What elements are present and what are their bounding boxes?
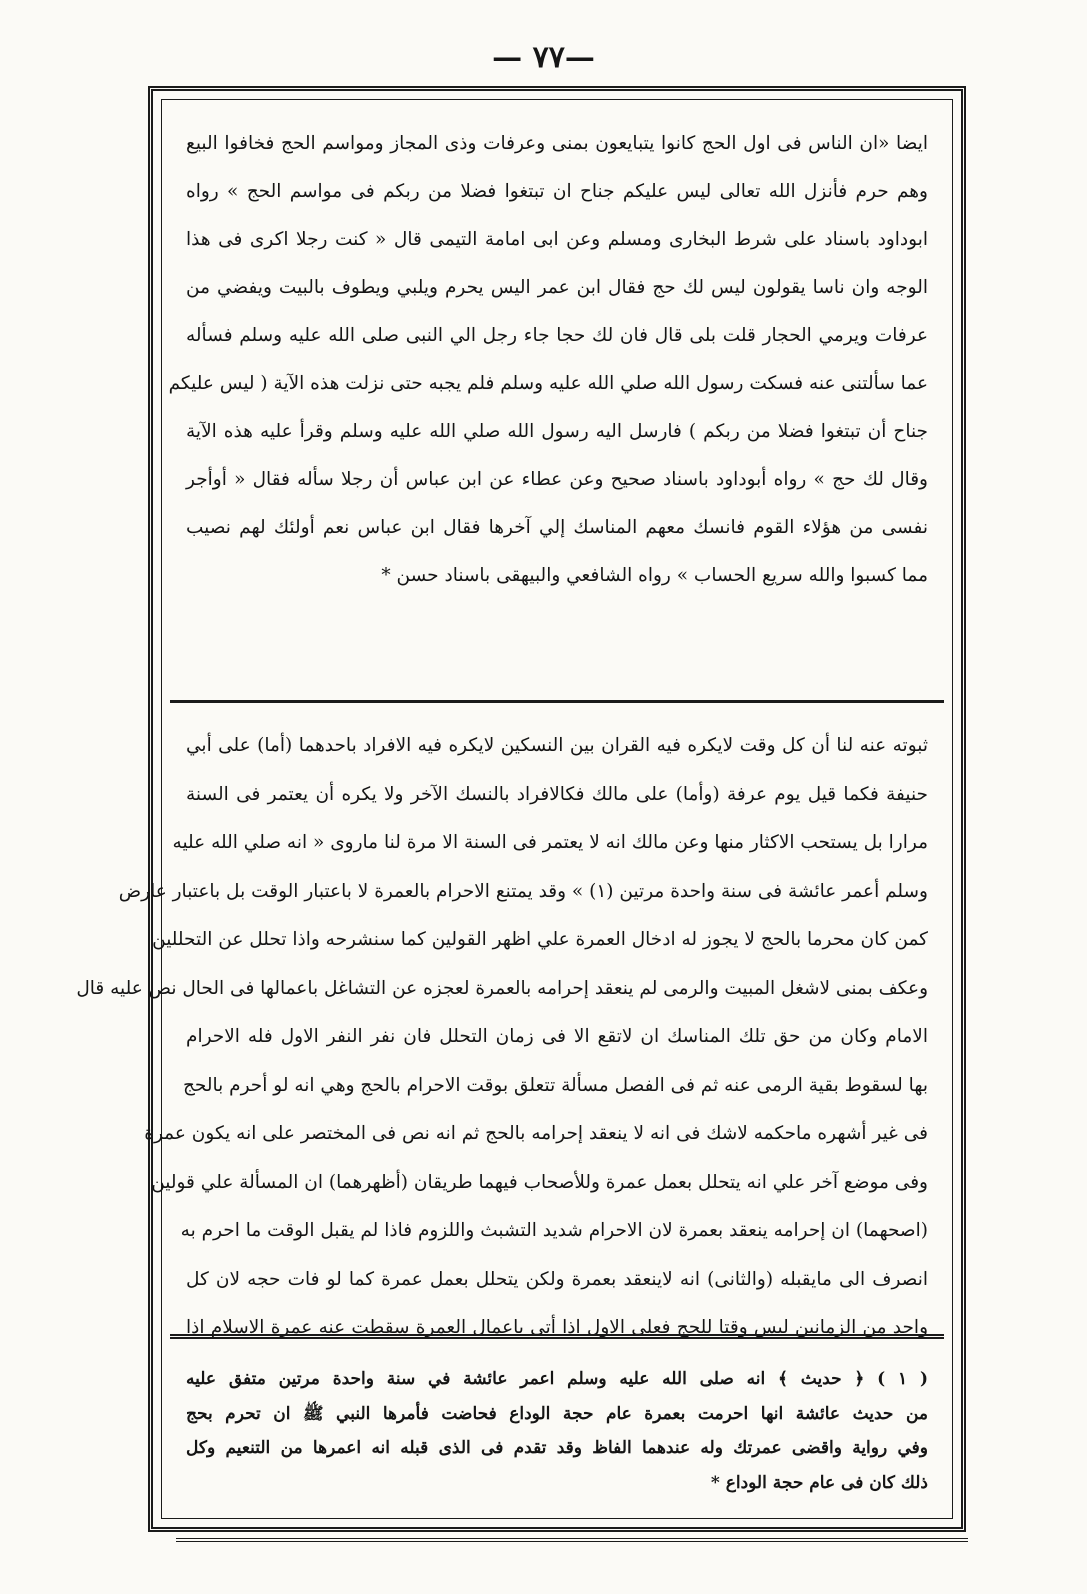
- page-frame: [76, 86, 966, 1532]
- main-text-line: جناح أن تبتغوا فضلا من ربكم ) فارسل اليه رسول الله صلي الله عليه وسلم وقرأ عليه هذه الآية: [186, 421, 928, 442]
- footnote-line: وفي رواية واقضى عمرتك وله عندهما الفاظ وقد تقدم فى الذى قبله انه اعمرها من التنعيم وكل: [186, 1438, 928, 1458]
- commentary-text-line: الامام وكان من حق تلك المناسك ان لاتقع الا فى زمان التحلل فان نفر النفر الاول فله الاحرام: [186, 1026, 928, 1047]
- commentary-text-line: كمن كان محرما بالحج لا يجوز له ادخال العمرة علي اظهر القولين كما سنشرحه واذا تحلل عن التحللين: [152, 929, 928, 950]
- commentary-text-line: (اصحهما) ان إحرامه ينعقد بعمرة لان الاحرام شديد التشبث واللزوم فاذا لم يقبل الوقت ما احرم به: [180, 1220, 928, 1241]
- commentary-text-block: [76, 722, 928, 1353]
- main-text-line: الوجه وان ناسا يقولون ليس لك حج فقال ابن عمر اليس يحرم ويلبي ويطوف بالبيت ويفضي من: [186, 277, 928, 298]
- footnote-divider: [170, 1334, 944, 1339]
- commentary-text-line: واحد من الزمانين ليس وقتا للحج فعلى الاول اذا أتى باعمال العمرة سقطت عنه عمرة الاسلام اذا: [186, 1317, 928, 1338]
- inner-frame: [76, 99, 953, 1519]
- footnote-line: ( ١ ) ﴿ حديث ﴾ انه صلى الله عليه وسلم اعمر عائشة في سنة واحدة مرتين متفق عليه: [186, 1369, 928, 1389]
- commentary-text-line: فى غير أشهره ماحكمه لاشك فى انه لا ينعقد إحرامه بالحج ثم انه نص فى المختصر على انه يكون عمرة: [144, 1123, 928, 1144]
- footnote-line: من حديث عائشة انها احرمت بعمرة عام حجة الوداع فحاضت فأمرها النبي ﷺ ان تحرم بحج: [186, 1403, 928, 1424]
- commentary-text-line: ثبوته عنه لنا أن كل وقت لايكره فيه القران بين النسكين لايكره فيه الافراد باحدهما (أما) على أبي: [186, 735, 928, 756]
- commentary-text-line: وعكف بمنى لاشغل المبيت والرمى لم ينعقد إحرامه بالعمرة لعجزه عن التشاغل باعمالها فى الحال نص عليه قال: [76, 977, 928, 999]
- section-divider: [170, 700, 944, 703]
- commentary-text-line: مرارا بل يستحب الاكثار منها وعن مالك انه لا يعتمر فى السنة الا مرة لنا ماروى « انه صلي الله عليه: [172, 832, 928, 853]
- bottom-border-rule: [176, 1538, 968, 1542]
- main-text-line: عرفات ويرمي الحجار قلت بلى قال فان لك حجا جاء رجل الي النبى صلى الله عليه وسلم فسأله: [186, 325, 928, 346]
- commentary-text-line: انصرف الى مايقبله (والثانى) انه لاينعقد بعمرة ولكن يتحلل بعمل عمرة كما لو فات حجه لان كل: [186, 1268, 928, 1290]
- main-text-line: نفسى من هؤلاء القوم فانسك معهم المناسك إلي آخرها فقال ابن عباس نعم أولئك لهم نصيب: [186, 517, 928, 538]
- main-text-line: مما كسبوا والله سريع الحساب » رواه الشافعي والبيهقى باسناد حسن *: [381, 565, 928, 586]
- page-number: — ٧٧—: [492, 40, 595, 75]
- footnote-block: [186, 1362, 928, 1500]
- main-text-line: وقال لك حج » رواه أبوداود باسناد صحيح وعن عطاء عن ابن عباس أن رجلا سأله فقال « أوأجر: [186, 469, 928, 490]
- main-text-line: عما سألتنى عنه فسكت رسول الله صلي الله عليه وسلم فلم يجبه حتى نزلت هذه الآية ( ليس عليكم: [168, 373, 928, 394]
- main-text-line: وهم حرم فأنزل الله تعالى ليس عليكم جناح ان تبتغوا فضلا من ربكم فى مواسم الحج » رواه: [186, 181, 928, 202]
- commentary-text-line: بها لسقوط بقية الرمى عنه ثم فى الفصل مسألة تتعلق بوقت الاحرام بالحج وهي انه لو أحرم بالحج: [182, 1074, 928, 1096]
- footnote-line: ذلك كان فى عام حجة الوداع *: [710, 1472, 928, 1493]
- commentary-text-line: وفى موضع آخر علي انه يتحلل بعمل عمرة وللأصحاب فيهما طريقان (أظهرهما) ان المسألة علي قولين: [151, 1171, 928, 1193]
- commentary-text-line: حنيفة فكما قيل يوم عرفة (وأما) على مالك فكالافراد بالنسك الآخر ولا يكره أن يعتمر فى السنة: [186, 783, 928, 805]
- main-text-line: ايضا «ان الناس فى اول الحج كانوا يتبايعون بمنى وعرفات وذى المجاز ومواسم الحج فخافوا البيع: [186, 133, 928, 154]
- main-text-block: [168, 120, 928, 600]
- commentary-text-line: وسلم أعمر عائشة فى سنة واحدة مرتين (١) » وقد يمتنع الاحرام بالعمرة لا باعتبار الوقت بل باعتبار عارض: [118, 880, 928, 902]
- main-text-line: ابوداود باسناد على شرط البخارى ومسلم وعن ابى امامة التيمى قال « كنت رجلا اكرى فى هذا: [186, 229, 928, 250]
